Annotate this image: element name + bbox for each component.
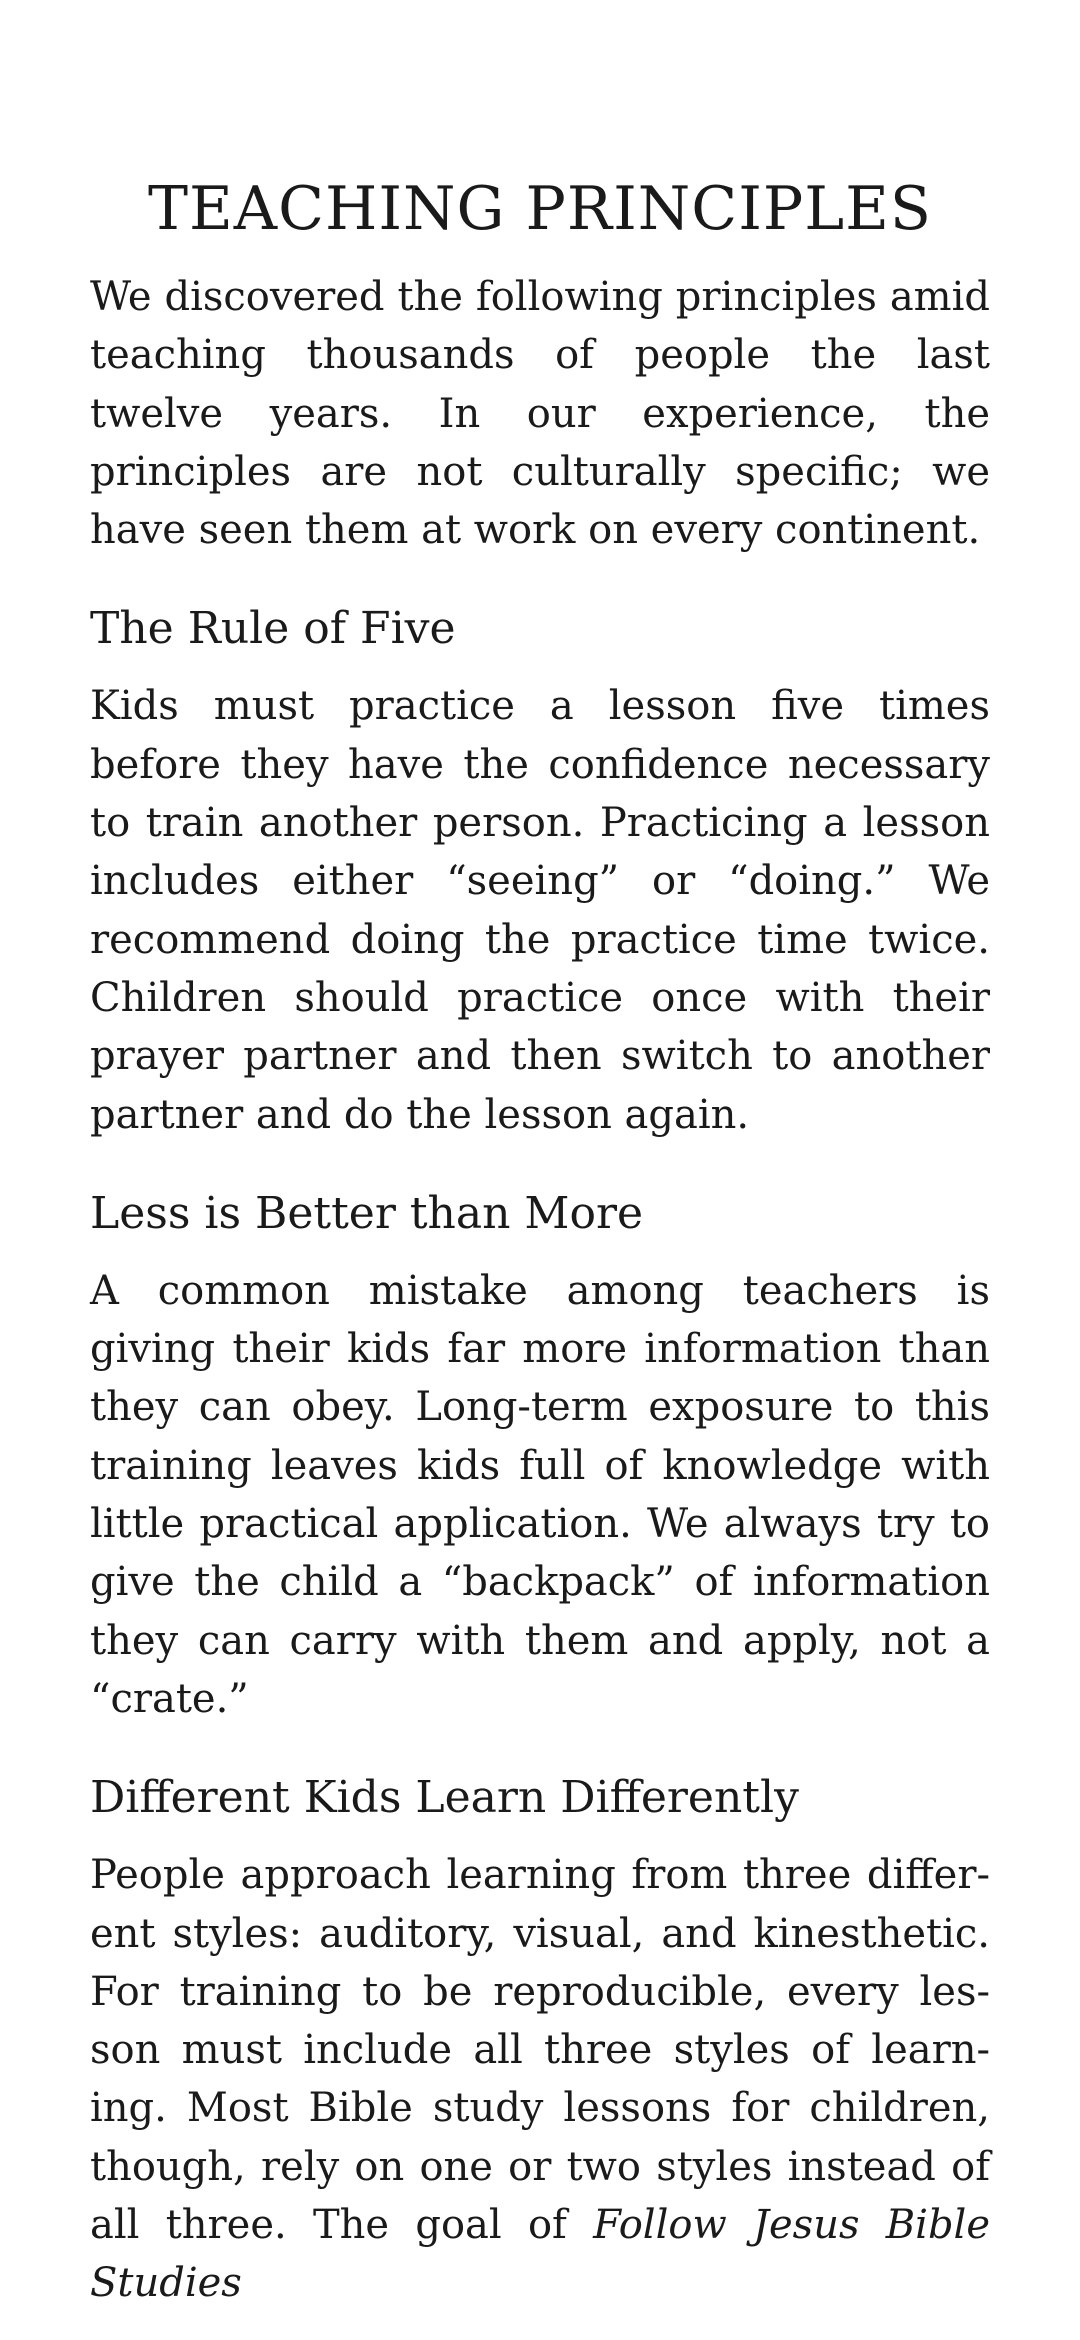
section-heading-less-is-better: Less is Better than More: [90, 1187, 644, 1239]
section-body-rule-of-five: Kids must practice a lesson five times before they have the confidence necessary to train another person. Practicing a lesson includes either “seeing” or “doing.” We recommend doing the practice time twice. Children should practice once with their prayer partner and then switch to another partner and do the lesson again.: [90, 683, 990, 1138]
section-heading-different-kids: Different Kids Learn Differently: [90, 1772, 799, 1824]
intro-paragraph: We discovered the following principles amid teaching thousands of people the last twelve years. In our experience, the principles are not culturally specific; we have seen them at work on every continent.: [90, 274, 990, 554]
page-title: TEACHING PRINCIPLES: [147, 174, 933, 244]
section-body-different-kids: [90, 1846, 990, 2312]
section-body-less-is-better: A common mistake among teachers is giving their kids far more information than they can obey. Long-term exposure to this training leaves kids full of knowledge with little practical application. We always try to give the child a “backpack” of information they can carry with them and apply, not a “crate.”: [90, 1267, 990, 1722]
document-page: [90, 160, 990, 2313]
book-title-emphasis: Follow Jesus Bible Studies: [90, 2202, 991, 2307]
section-heading-rule-of-five: The Rule of Five: [90, 603, 456, 655]
section-body-different-kids-text: People approach learning from three different styles: auditory, visual, and kinesthetic. For training to be reproducible, every lesson must include all three styles of learning. Most Bible study lessons for children, though, rely on one or two styles instead of all three. The goal of: [90, 1852, 990, 2249]
